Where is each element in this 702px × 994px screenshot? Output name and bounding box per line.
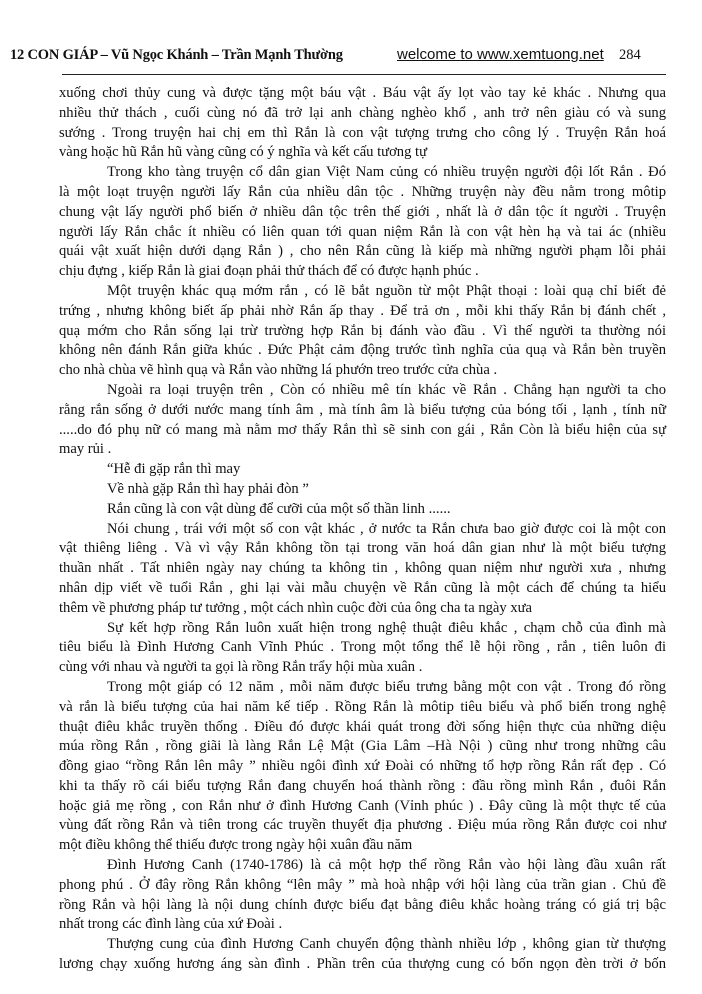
text-line: chịu đựng , kiếp Rắn là giai đoạn phải thử thách để có được hạnh phúc . [59, 263, 479, 280]
text-line: khi ta thấy rõ cái biểu tượng Rắn đang chuyển hoá thành rồng : đầu rồng mình Rắn , đuôi Rắn [59, 777, 666, 794]
text-line: nhân dịp viết về tuổi Rắn , ghi lại vài mẫu chuyện về Rắn cũng là một cách để chúng ta hiểu [59, 579, 666, 596]
header-divider [62, 74, 666, 75]
text-line: cùng với nhau và người ta gọi là rồng Rắn trẩy hội mùa xuân . [59, 659, 423, 676]
text-line: thuật điêu khắc truyền thống . Điều đó được khái quát trong đời sống hiện thực của những diệu [59, 718, 666, 735]
text-line: vàng hoặc hũ Rắn hũ vàng cũng có ý nghĩa và kết cấu tương tự [59, 144, 428, 161]
text-line: một điều không thể thiếu được trong ngày hội xuân đầu năm [59, 837, 413, 854]
text-line: chung vật lấy người phổ biến ở nhiều dân tộc trên thế giới , nhất là ở dân tộc ít người . Truyện [59, 203, 666, 220]
text-line: phong phú . Ở đây rồng Rắn không “lên mây ” mà hoà nhập với hội làng của trần gian . Chủ đề [59, 876, 666, 893]
text-line: vùng đất rồng Rắn và tiên trong các truyền thuyết địa phương . Điệu múa rồng Rắn được coi như [59, 817, 666, 834]
text-line: lương chạy xuống hương áng sàn đình . Phần trên của thượng cung có bốn ngọn đèn trời ở bốn [59, 956, 666, 973]
text-line: Về nhà gặp Rắn thì hay phải đòn ” [107, 480, 309, 497]
text-line: đồng giao “rồng Rắn lên mây ” nhiều ngôi đình xứ Đoài có những tổ hợp rồng Rắn rất đẹp . Có [59, 758, 666, 775]
page-body-text [59, 84, 666, 975]
text-line: Đình Hương Canh (1740-1786) là cả một hợp thể rồng Rắn vào hội làng đầu xuân rất [107, 857, 666, 874]
text-line: là một loạt truyện người lấy Rắn của nhiều dân tộc . Những truyện này đều nằm trong môtip [59, 183, 666, 200]
text-line: hoặc giả mẹ rồng , con Rắn như ở đình Hương Canh (Vỉnh phúc ) . Đây cũng là một thực tế của [59, 797, 666, 814]
text-line: Trong một giáp có 12 năm , mỗi năm được biểu trưng bằng một con vật . Trong đó rồng [107, 678, 666, 695]
text-line: thuần nhất . Tất nhiên ngày nay chúng ta không tin , không quan niệm như người xưa , nhưng [59, 560, 666, 577]
text-line: rằng rắn sống ở dưới nước mang tính âm , mà tính âm là biểu tượng của bóng tối , lạnh , tính nữ [59, 401, 666, 418]
text-line: .....do đó phụ nữ có mang mà nằm mơ thấy Rắn thì sẽ sinh con gái , Rắn Còn là biểu hiện của sự [59, 421, 666, 438]
text-line: thêm về phương pháp tư tưởng , một cách nhìn cuộc đời của ông cha ta ngày xưa [59, 599, 533, 616]
page-number: 284 [619, 47, 641, 63]
text-line: trứng , nhưng không biết ấp phải nhờ Rắn ấp thay . Để trả ơn , mỗi khi thấy Rắn bị đánh chết , [59, 302, 666, 319]
text-line: Trong kho tàng truyện cổ dân gian Việt Nam củng có nhiều truyện người đội lốt Rắn . Đó [107, 164, 666, 181]
text-line: quạ mớm cho Rắn sống lại trừ trường hợp Rắn bị đánh vào đầu . Vì thế người ta thường nói [59, 322, 666, 339]
text-line: quái vật xuất hiện dưới dạng Rắn ) , cho nên Rắn cũng là kiếp mà những người phạm lỗi phải [59, 243, 666, 260]
text-line: Nói chung , trái với một số con vật khác , ở nước ta Rắn chưa bao giờ được coi là một con [107, 520, 666, 537]
text-line: may rủi . [59, 441, 112, 458]
text-line: múa rồng Rắn , rồng giãi là làng Rắn Lệ Mật (Gia Lâm –Hà Nội ) cũng như trong những câu [59, 738, 666, 755]
text-line: người lấy Rắn chắc ít nhiều có liên quan tới quan niệm Rắn là con vật hèn hạ và tai ác (nhiều [59, 223, 666, 240]
text-line: sướng . Trong truyện hai chị em thì Rắn là con vật tượng trưng cho công lý . Truyện Rắn hoá [59, 124, 666, 141]
text-line: Một truyện khác quạ mớm rắn , có lẽ bắt nguồn từ một Phật thoại : loài quạ chỉ biết đẻ [107, 282, 666, 299]
text-line: xuống chơi thủy cung và được tặng một báu vật . Báu vật ấy lọt vào tay kẻ khác . Nhưng qua [59, 85, 666, 101]
text-line: không nên đánh Rắn giữa khúc . Đức Phật cảm động trước tình nghĩa của quạ và Rắn bèn truyền [59, 342, 666, 359]
text-line: cho nhà chùa vẽ hình quạ và Rắn vào những lá phướn treo trước cửa chùa . [59, 362, 498, 379]
text-line: Thượng cung của đình Hương Canh chuyển động thành nhiều lớp , không gian từ thượng [107, 936, 666, 953]
text-line: và rắn là biểu tượng của hai năm kế tiếp . Rồng Rắn là môtip tiêu biểu và phổ biến trong nghệ [59, 698, 666, 715]
text-line: “Hễ đi gặp rắn thì may [107, 461, 241, 478]
text-line: rồng Rắn và hội làng là nội dung chính được biểu đạt bằng điêu khắc hoàng tráng có giá trị bậc [59, 896, 666, 913]
running-header-title: 12 CON GIÁP – Vũ Ngọc Khánh – Trần Mạnh Thường [10, 47, 343, 63]
text-line: vật thiêng liêng . Và vì vậy Rắn không tồn tại trong văn hoá dân gian như là một biểu tượng [59, 540, 666, 557]
text-line: tiêu biểu là Đình Hương Canh Vĩnh Phúc . Trong một tổng thể lễ hội rồng , rắn , tiên luôn đi [59, 639, 666, 656]
text-line: Sự kết hợp rồng Rắn luôn xuất hiện trong nghệ thuật điêu khắc , chạm chỗ của đình mà [107, 619, 666, 636]
text-line: nhiều thử thách , cuối cùng nó đã trở lại anh chàng nghèo khổ , anh trở nên giàu có và sung [59, 104, 666, 121]
text-line: Ngoài ra loại truyện trên , Còn có nhiều mê tín khác về Rắn . Chẳng hạn người ta cho [107, 381, 666, 398]
text-line: Rắn cũng là con vật dùng để cưỡi của một số thần linh ...... [107, 500, 451, 517]
website-link[interactable]: welcome to www.xemtuong.net [397, 46, 604, 63]
text-line: nhất trong các đình làng của xứ Đoài . [59, 916, 283, 933]
